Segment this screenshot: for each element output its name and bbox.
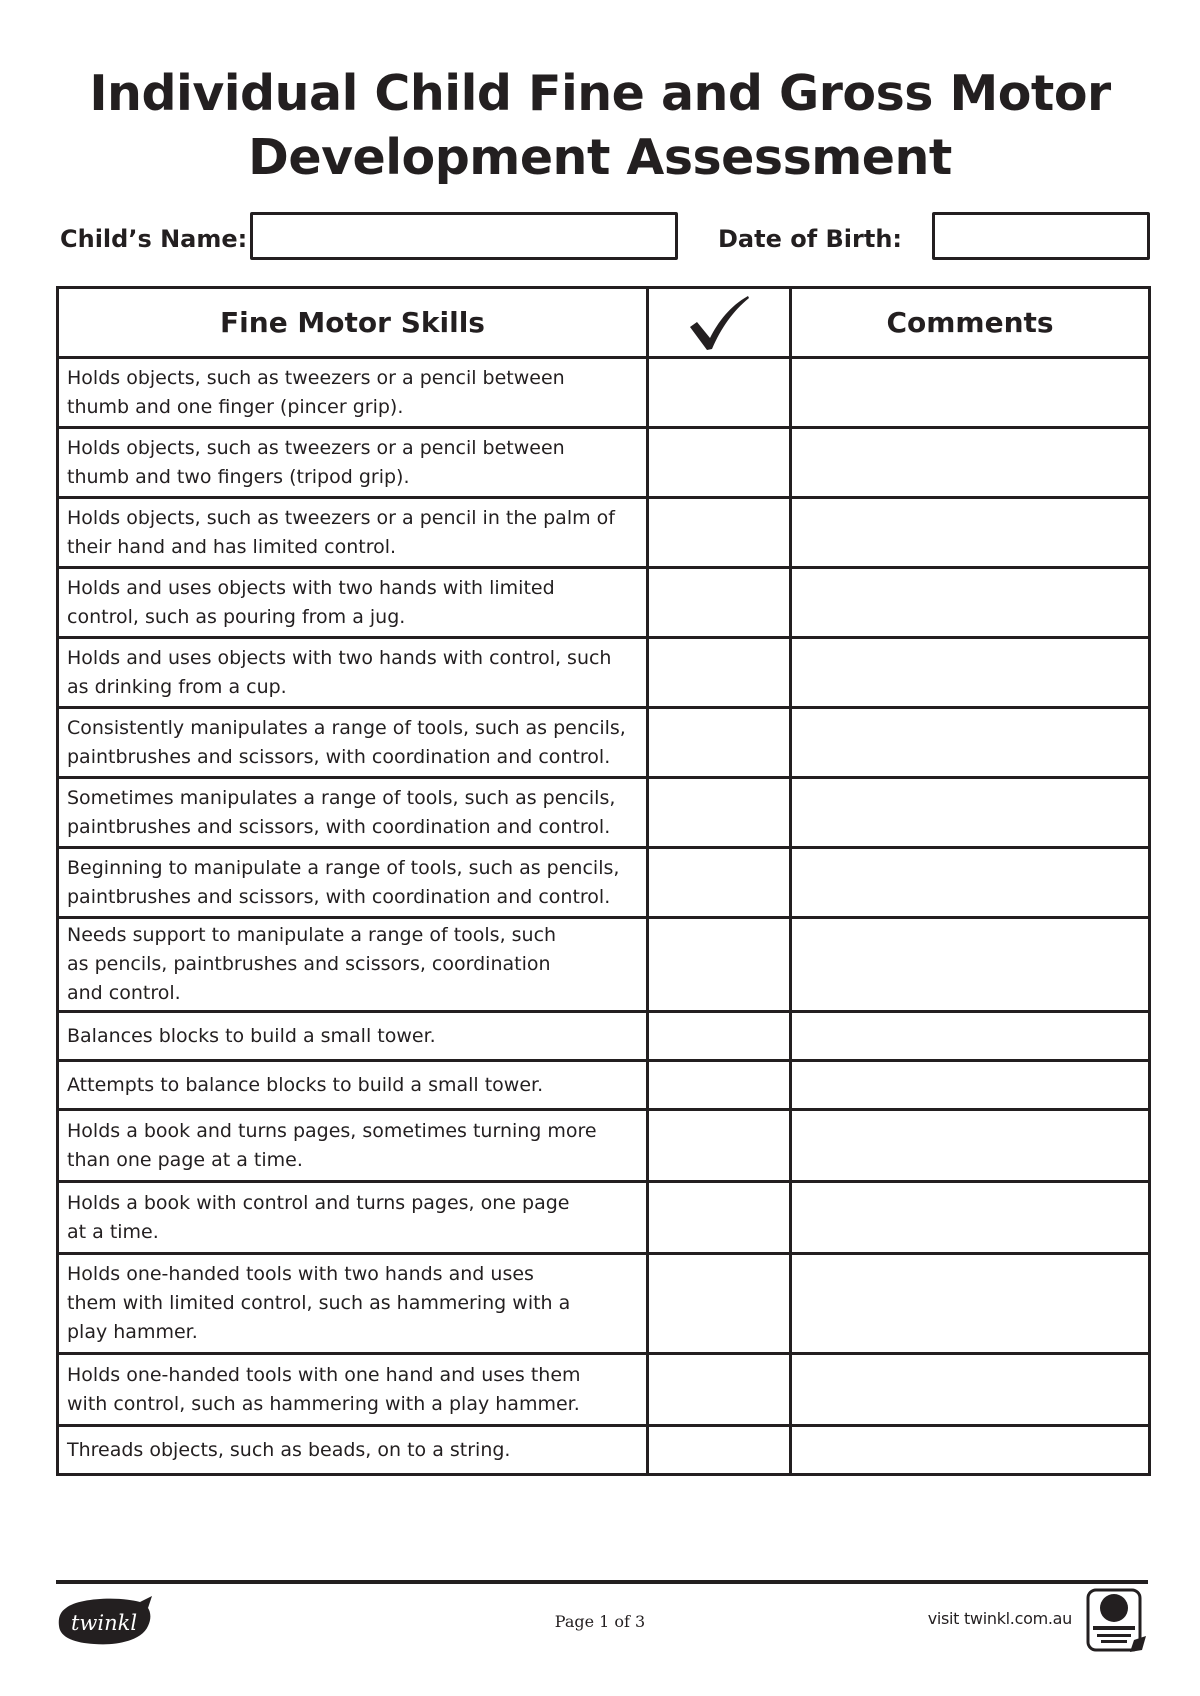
skill-description-line: at a time. (67, 1220, 159, 1243)
table-row (58, 358, 1150, 428)
check-cell[interactable] (648, 1012, 791, 1061)
check-cell[interactable] (648, 1110, 791, 1182)
comment-cell[interactable] (791, 778, 1150, 848)
comment-cell[interactable] (791, 358, 1150, 428)
comment-cell[interactable] (791, 498, 1150, 568)
skill-description-line: Holds and uses objects with two hands with control, such (67, 646, 612, 669)
table-row (58, 1182, 1150, 1254)
skill-description-line: play hammer. (67, 1321, 198, 1343)
check-cell[interactable] (648, 1426, 791, 1475)
skill-description (58, 1426, 648, 1475)
check-cell[interactable] (648, 1061, 791, 1110)
skill-description (58, 778, 648, 848)
comment-cell[interactable] (791, 848, 1150, 918)
page-title (0, 62, 1200, 190)
skill-description-line: paintbrushes and scissors, with coordination and control. (67, 815, 611, 838)
skill-description-line: them with limited control, such as hammering with a (67, 1292, 571, 1314)
skill-description-line: with control, such as hammering with a play hammer. (67, 1392, 580, 1415)
skill-description-line: Holds objects, such as tweezers or a pencil between (67, 436, 565, 459)
fine-motor-skills-table (56, 286, 1151, 1476)
comment-cell[interactable] (791, 1354, 1150, 1426)
skill-description-line: control, such as pouring from a jug. (67, 605, 406, 628)
check-cell[interactable] (648, 1354, 791, 1426)
comment-cell[interactable] (791, 918, 1150, 1012)
check-cell[interactable] (648, 638, 791, 708)
logo-text: twinkl (70, 1611, 138, 1635)
skill-description (58, 1012, 648, 1061)
skill-description-line: Needs support to manipulate a range of tools, such (67, 924, 557, 946)
table-row (58, 1012, 1150, 1061)
skill-description (58, 498, 648, 568)
table-row (58, 1354, 1150, 1426)
table-row (58, 848, 1150, 918)
table-row (58, 498, 1150, 568)
skill-description-line: their hand and has limited control. (67, 535, 397, 558)
quality-standard-badge-icon (1084, 1586, 1150, 1656)
skill-description-line: as drinking from a cup. (67, 675, 287, 698)
table-row (58, 638, 1150, 708)
date-of-birth-label: Date of Birth: (718, 225, 903, 253)
check-cell[interactable] (648, 1254, 791, 1354)
child-name-field[interactable] (250, 212, 678, 260)
skill-description-line: paintbrushes and scissors, with coordination and control. (67, 745, 611, 768)
check-cell[interactable] (648, 1182, 791, 1254)
table-row (58, 778, 1150, 848)
skill-description-line: than one page at a time. (67, 1148, 303, 1171)
footer-divider (56, 1580, 1148, 1584)
skill-description-line: Attempts to balance blocks to build a small tower. (67, 1073, 544, 1096)
skill-description (58, 1110, 648, 1182)
website-link[interactable]: visit twinkl.com.au (927, 1609, 1072, 1628)
skill-description-line: Holds and uses objects with two hands with limited (67, 576, 555, 599)
check-cell[interactable] (648, 918, 791, 1012)
table-row (58, 918, 1150, 1012)
skill-description-line: Holds objects, such as tweezers or a pencil in the palm of (67, 506, 615, 529)
skill-description (58, 1182, 648, 1254)
table-header-row (58, 288, 1150, 358)
child-name-label: Child’s Name: (60, 225, 248, 253)
skill-description-line: paintbrushes and scissors, with coordination and control. (67, 885, 611, 908)
skill-description (58, 708, 648, 778)
skill-description-line: Balances blocks to build a small tower. (67, 1024, 436, 1047)
title-line-1: Individual Child Fine and Gross Motor (89, 65, 1111, 122)
comment-cell[interactable] (791, 708, 1150, 778)
skill-description (58, 638, 648, 708)
skill-description (58, 568, 648, 638)
skill-description-line: Holds objects, such as tweezers or a pencil between (67, 366, 565, 389)
table-row (58, 1254, 1150, 1354)
check-cell[interactable] (648, 358, 791, 428)
comment-cell[interactable] (791, 638, 1150, 708)
comments-header: Comments (791, 288, 1150, 358)
fine-motor-skills-header: Fine Motor Skills (58, 288, 648, 358)
skill-description-line: as pencils, paintbrushes and scissors, coordination (67, 953, 551, 975)
skill-description (58, 358, 648, 428)
check-column-header (648, 288, 791, 358)
skill-description-line: Consistently manipulates a range of tools, such as pencils, (67, 716, 626, 739)
check-cell[interactable] (648, 708, 791, 778)
check-cell[interactable] (648, 428, 791, 498)
table-body (58, 358, 1150, 1475)
table-row (58, 1061, 1150, 1110)
check-cell[interactable] (648, 568, 791, 638)
date-of-birth-field[interactable] (932, 212, 1150, 260)
table-row (58, 1110, 1150, 1182)
page-number: Page 1 of 3 (554, 1612, 646, 1631)
skill-description-line: Sometimes manipulates a range of tools, such as pencils, (67, 786, 616, 809)
comment-cell[interactable] (791, 428, 1150, 498)
comment-cell[interactable] (791, 1182, 1150, 1254)
comment-cell[interactable] (791, 568, 1150, 638)
table-row (58, 708, 1150, 778)
table-row (58, 428, 1150, 498)
skill-description-line: thumb and two fingers (tripod grip). (67, 465, 410, 488)
skill-description-line: thumb and one finger (pincer grip). (67, 395, 404, 418)
skill-description-line: and control. (67, 982, 181, 1004)
skill-description-line: Holds one-handed tools with one hand and uses them (67, 1363, 581, 1386)
skill-description-line: Threads objects, such as beads, on to a string. (67, 1438, 511, 1461)
skill-description-line: Holds one-handed tools with two hands and uses (67, 1263, 534, 1285)
skill-description-line: Beginning to manipulate a range of tools, such as pencils, (67, 856, 620, 879)
check-cell[interactable] (648, 498, 791, 568)
skill-description (58, 428, 648, 498)
check-cell[interactable] (648, 848, 791, 918)
check-cell[interactable] (648, 778, 791, 848)
table-row (58, 1426, 1150, 1475)
skill-description (58, 918, 648, 1012)
comment-cell[interactable] (791, 1426, 1150, 1475)
comment-cell[interactable] (791, 1254, 1150, 1354)
table-row (58, 568, 1150, 638)
comment-cell[interactable] (791, 1061, 1150, 1110)
title-line-2: Development Assessment (248, 129, 952, 186)
skill-description-line: Holds a book and turns pages, sometimes turning more (67, 1119, 597, 1142)
comment-cell[interactable] (791, 1012, 1150, 1061)
skill-description (58, 848, 648, 918)
comment-cell[interactable] (791, 1110, 1150, 1182)
skill-description-line: Holds a book with control and turns pages, one page (67, 1191, 570, 1214)
skill-description (58, 1354, 648, 1426)
skill-description (58, 1061, 648, 1110)
skill-description (58, 1254, 648, 1354)
check-mark-icon (688, 294, 750, 352)
